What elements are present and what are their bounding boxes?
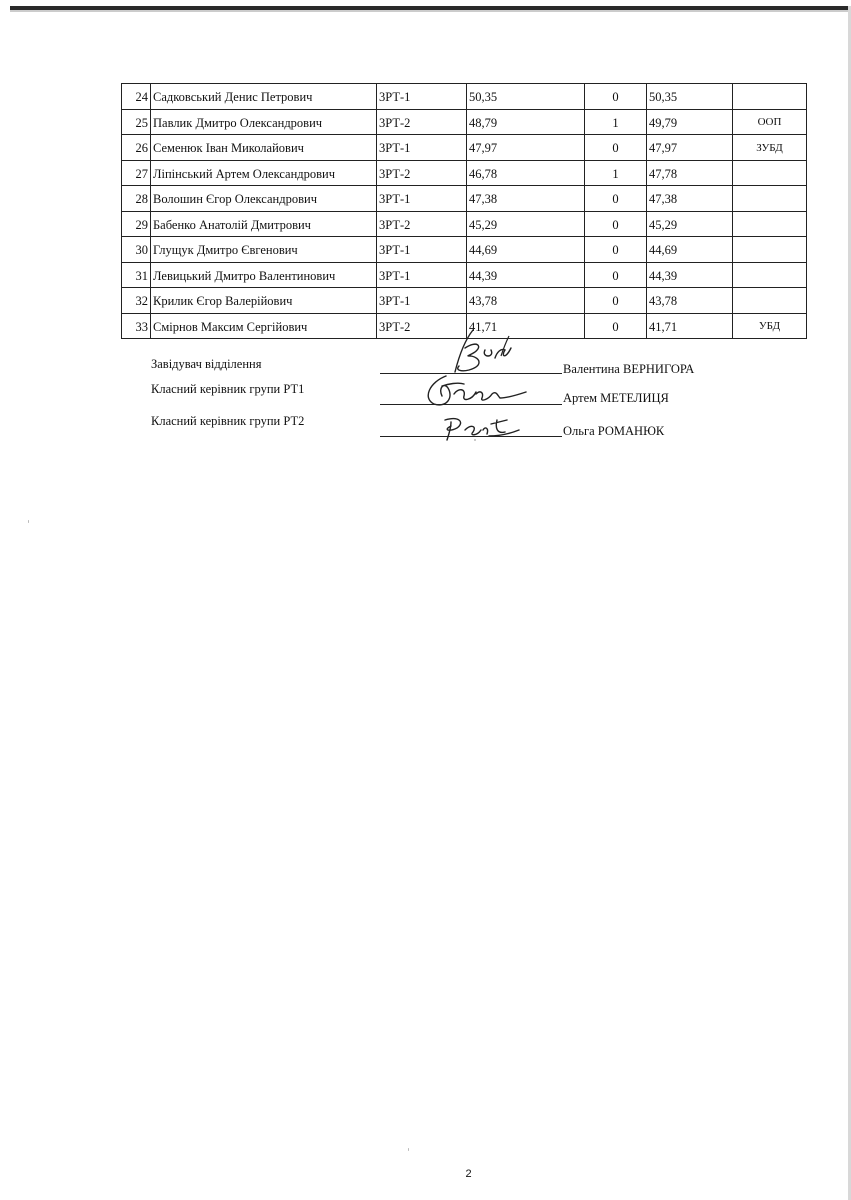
signatory-name: Артем МЕТЕЛИЦЯ: [563, 391, 669, 405]
student-name: Ліпінський Артем Олександрович: [151, 160, 377, 186]
bonus-points: 0: [585, 262, 647, 288]
student-name: Павлик Дмитро Олександрович: [151, 109, 377, 135]
row-number: 29: [122, 211, 151, 237]
note-cell: УБД: [733, 313, 807, 339]
score-value: 47,97: [467, 135, 585, 161]
signature-title: Класний керівник групи РТ1: [151, 382, 305, 396]
score-value: 50,35: [467, 84, 585, 110]
score-value: 48,79: [467, 109, 585, 135]
group-code: 3РТ-1: [377, 262, 467, 288]
group-code: 3РТ-1: [377, 237, 467, 263]
row-number: 32: [122, 288, 151, 314]
bonus-points: 0: [585, 211, 647, 237]
row-number: 24: [122, 84, 151, 110]
total-score: 49,79: [647, 109, 733, 135]
bonus-points: 1: [585, 109, 647, 135]
student-name: Крилик Єгор Валерійович: [151, 288, 377, 314]
signature-row-rt2: [0, 414, 851, 444]
total-score: 41,71: [647, 313, 733, 339]
total-score: 47,97: [647, 135, 733, 161]
score-value: 41,71: [467, 313, 585, 339]
group-code: 3РТ-1: [377, 288, 467, 314]
student-name: Смірнов Максим Сергійович: [151, 313, 377, 339]
note-cell: ЗУБД: [733, 135, 807, 161]
bonus-points: 0: [585, 84, 647, 110]
handwritten-signature-rt2: [435, 410, 525, 444]
score-value: 43,78: [467, 288, 585, 314]
student-name: Бабенко Анатолій Дмитрович: [151, 211, 377, 237]
row-number: 27: [122, 160, 151, 186]
total-score: 50,35: [647, 84, 733, 110]
score-value: 46,78: [467, 160, 585, 186]
score-value: 44,39: [467, 262, 585, 288]
student-name: Волошин Єгор Олександрович: [151, 186, 377, 212]
signature-title: Класний керівник групи РТ2: [151, 414, 305, 428]
total-score: 47,38: [647, 186, 733, 212]
row-number: 33: [122, 313, 151, 339]
bonus-points: 1: [585, 160, 647, 186]
total-score: 47,78: [647, 160, 733, 186]
group-code: 3РТ-1: [377, 84, 467, 110]
scan-speck: [408, 1148, 409, 1151]
student-name: Семенюк Іван Миколайович: [151, 135, 377, 161]
group-code: 3РТ-1: [377, 135, 467, 161]
bonus-points: 0: [585, 313, 647, 339]
row-number: 28: [122, 186, 151, 212]
score-value: 45,29: [467, 211, 585, 237]
bonus-points: 0: [585, 135, 647, 161]
signatory-name: Валентина ВЕРНИГОРА: [563, 362, 695, 376]
signature-block: [0, 0, 851, 460]
row-number: 31: [122, 262, 151, 288]
bonus-points: 0: [585, 237, 647, 263]
signatory-name: Ольга РОМАНЮК: [563, 424, 665, 438]
group-code: 3РТ-2: [377, 211, 467, 237]
scan-speck: [28, 520, 29, 523]
page-number: 2: [465, 1168, 472, 1180]
handwritten-signature-rt1: [418, 368, 538, 412]
row-number: 25: [122, 109, 151, 135]
group-code: 3РТ-2: [377, 313, 467, 339]
student-name: Глущук Дмитро Євгенович: [151, 237, 377, 263]
total-score: 43,78: [647, 288, 733, 314]
signature-title: Завідувач відділення: [151, 357, 262, 371]
row-number: 26: [122, 135, 151, 161]
bonus-points: 0: [585, 186, 647, 212]
scan-speck: [474, 439, 476, 441]
score-value: 44,69: [467, 237, 585, 263]
score-value: 47,38: [467, 186, 585, 212]
group-code: 3РТ-1: [377, 186, 467, 212]
student-name: Левицький Дмитро Валентинович: [151, 262, 377, 288]
group-code: 3РТ-2: [377, 160, 467, 186]
row-number: 30: [122, 237, 151, 263]
total-score: 44,39: [647, 262, 733, 288]
student-name: Садковський Денис Петрович: [151, 84, 377, 110]
group-code: 3РТ-2: [377, 109, 467, 135]
total-score: 44,69: [647, 237, 733, 263]
total-score: 45,29: [647, 211, 733, 237]
bonus-points: 0: [585, 288, 647, 314]
note-cell: ООП: [733, 109, 807, 135]
